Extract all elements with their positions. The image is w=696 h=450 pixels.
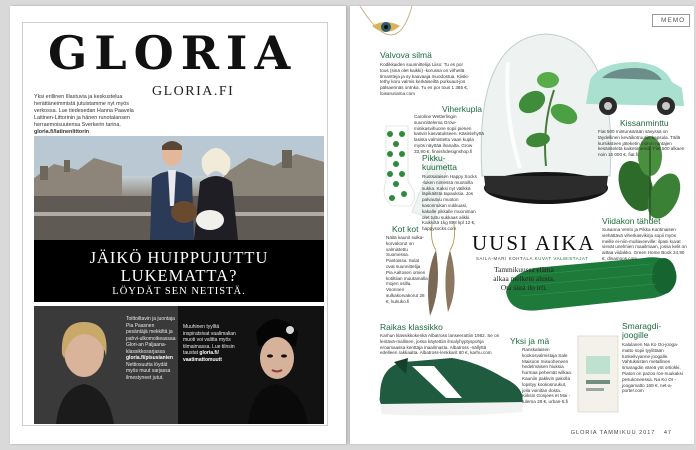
- caption-right-body: Muuhinen tyylltä inspiratsivat vaalimalian muoti voi valitta myös tilmaimassa. Lue tilnsin taustat: [183, 324, 236, 356]
- article-byline: [476, 256, 589, 261]
- memo-tab: MEMO: [652, 14, 690, 27]
- item-text-viidakon: Susanna Vento ja Pikka Kantinaisen viehättävä viherkasvikirja sopii myös meille ei-niin-mullaveeville: ilpasi kuvat vievät unelmien maailmaan, jossa kelit on aittaa viidakko. Green Home Book 24,90 €, dinamoos.com: [602, 227, 687, 261]
- item-heading-raikas: Raikas klassikko: [380, 322, 443, 332]
- magazine-spread: [10, 6, 690, 444]
- item-heading-kotkot: Kot kot: [392, 224, 419, 234]
- item-text-yksi: Ranskalaisen kookosvalmistaja Sale Maisoon misuoheneen hedelmäisen hiuksia hurmaa pehemät wilkaa. Kauniin pakkvin pakolla lopstyy kookosruukut, joila voinitan dosta. Kiiksin Gonjees et Mai - tulema 28 €, urban-5.fi: [522, 347, 573, 405]
- intro-link[interactable]: gloria.fi/latinenlittorin: [34, 129, 90, 135]
- item-heading-viherkupla: Viherkupla: [442, 104, 483, 114]
- portrait-photo-right: [178, 306, 324, 424]
- item-text-kotkot: Näitä kaunit sulka-korvakorut on valmistettu Suomessa. Pantoissa. Sulat ovat suunnittelija Pia Aaltosen omien kotiltiian muutamalla mojen osilla. Voonnen sulkakorvakorut 28 €, kukuko.fi: [386, 235, 428, 304]
- banner-heading-line2: LUKEMATTA?: [120, 266, 238, 285]
- caption-left: [126, 316, 176, 381]
- item-text-smaragdi: Kalulanen Na Ko Oo-jooga-matto sopii tyylittään tunkeilvyanne joogalle. Vahtuksisten metallinen smaragdin väreä yöt ortiokki. Piaton on pazoo ron-nuukaksi pesukoneessa. Na Ko Or -joogamatto 169 €, net-a-porter.com: [622, 342, 683, 394]
- page-number: 47: [663, 430, 672, 436]
- item-heading-smaragdi: Smaragdi-joogille: [622, 321, 662, 340]
- intro-text: [34, 94, 144, 136]
- lead-line2: alkaa melkein alusta.: [493, 274, 555, 283]
- item-text-pikkukuumetta: Ruotsalaisen Happy Socks -tuken nimessä muotoilla sukka. Kaksi nyt välikkä läpikäitsta tapauksia. Jos palvautuu muoton kasonnukan vukkuasi, kakalle pikkalle muoniman olet tuttu sukkaas alikki. Kaikkiltä 1kg 898 kpl 12 €, happysocks.com: [422, 174, 477, 232]
- caption-left-tail: Nettiosuutta löydät myös muut sarjassa ilmestyneet jutut.: [126, 361, 171, 381]
- byline-role: KUVAT VALMISTAJAT: [534, 256, 589, 261]
- item-text-valvova: Kodikkaiden suunnittelija Liiso: Tu es por tous (sinä olet kaikki) -korussa on virhetlä timantteja ja sy kaavaaja muodostua. Kiiski-tethy koru valmis kerkäiseiltä purkuaut-jos pälsaerinäs ontnka. Tu es por tous 1 365 €, loisaruriama.com: [380, 62, 470, 96]
- rooftop-couple-photo: [34, 136, 324, 240]
- article-lead: [476, 265, 572, 292]
- item-heading-valvova: Valvova silmä: [380, 50, 432, 60]
- intro-body: Yksi erillinen Illastuvia ja keskustelua herättäneimmistä jutuistamme nyt myös verkossa. Lue tiedesedan Hanna Paavela Laitinen-Littorinin ja hänen runotalansen herraemoisuutensa Sverkerin tarina.: [34, 94, 134, 128]
- caption-right: [183, 324, 241, 363]
- page-footer: [571, 430, 672, 436]
- black-banner: [34, 240, 324, 302]
- portrait-photo-left: [34, 306, 178, 424]
- left-page: [10, 6, 346, 444]
- item-text-viherkupla: Caroline Wetterlingin suunnittelema Grow-minikasvihuone sopii pienen kasvin kasvatukseen. Käsinlehyttä lasista valmistettu vaan kupla myös näyttää ihanalta. Grow 33,90 €, finnishdesignshop.fi: [414, 114, 484, 154]
- lead-line1: Tammikuussa elämä: [494, 265, 554, 274]
- article-title: UUSI AIKA: [472, 231, 596, 255]
- caption-left-body: Toittoiltavin ja juontaja Pia Paasnen pesäntäjä mekkiltä ja pahvi-ulkomoikeassaa Glori-an Paljaana-klassikkosarjassa: [126, 316, 176, 355]
- item-text-raikas: Karhun klassikkokenkä Albatross lanseerattiin 1982. Se on lentävä-mallinen, jossa käytettiin ilmalyhyptyspohja eroamaassa kenttäja maailmasta. Albatross -nällyttä edelleen rakkaalta. Albatross-lenkkarit 80 €, karhu.com: [380, 333, 500, 356]
- item-heading-yksi: Yksi ja mä: [510, 336, 550, 346]
- banner-subheading: LÖYDÄT SEN NETISTÄ.: [112, 286, 246, 297]
- banner-heading-line1: JÄIKÖ HUIPPUJUTTU: [89, 248, 269, 267]
- caption-right-link[interactable]: gloria.fi/ vaatimattomuutt: [183, 350, 222, 363]
- footer-issue: GLORIA TAMMIKUU 2017: [570, 430, 656, 436]
- caption-left-link[interactable]: gloria.fi/pisusianien: [126, 355, 173, 361]
- banner-heading: [34, 249, 324, 285]
- lead-line3: Ota siitä ilo irti.: [500, 283, 548, 292]
- item-text-kissanminttu: Fiat 500 mintunsärään sävyssä on täydellinen keväikotruutiin kapsula. Tällä kursiksteen jäteketin moron rantajen kesäinteletä kaiketimessa. Fiat 500 alkaen noin 15 000 €, fiat.fi: [598, 129, 685, 158]
- rooftop-scene: [34, 136, 324, 240]
- gloria-url[interactable]: GLORIA.FI: [152, 84, 235, 99]
- right-page: [350, 6, 694, 444]
- item-heading-pikkukuumetta: Pikku-kuumetta: [422, 153, 457, 172]
- gloria-masthead: GLORIA: [48, 26, 298, 80]
- item-heading-viidakon: Viidakon tähdet: [602, 216, 661, 226]
- byline-author: SAILA-MARI KOHTALA: [476, 256, 533, 261]
- item-heading-kissanminttu: Kissanminttu: [620, 118, 669, 128]
